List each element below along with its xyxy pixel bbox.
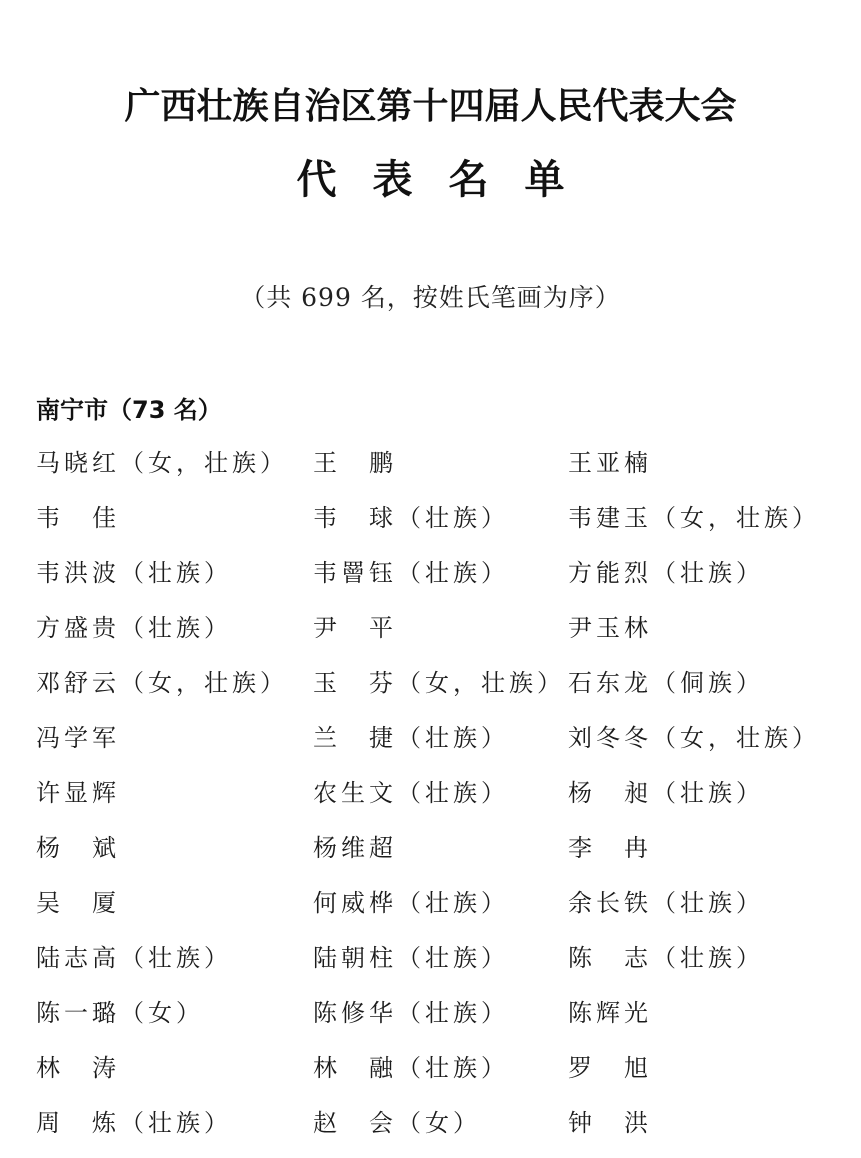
delegate-name: 许显辉	[36, 779, 120, 807]
delegate-name: 方能烈（壮族）	[568, 559, 764, 587]
delegate-name: 石东龙（侗族）	[568, 669, 764, 697]
document-subtitle: 代表名单	[296, 156, 601, 203]
delegate-name: 王亚楠	[568, 449, 652, 477]
delegate-name: 钟 洪	[568, 1109, 652, 1137]
delegate-name: 李 冉	[568, 834, 652, 862]
delegate-name: 何威桦（壮族）	[313, 889, 509, 917]
delegate-name: 兰 捷（壮族）	[313, 724, 509, 752]
delegate-name: 杨 斌	[36, 834, 120, 862]
delegate-name: 杨维超	[313, 834, 397, 862]
delegate-name: 余长铁（壮族）	[568, 889, 764, 917]
delegate-name: 林 涛	[36, 1054, 120, 1082]
delegate-roster	[36, 443, 836, 1158]
delegate-name: 王 鹏	[313, 449, 397, 477]
delegate-name: 韦 佳	[36, 504, 120, 532]
delegate-name: 杨 昶（壮族）	[568, 779, 764, 807]
delegate-name: 农生文（壮族）	[313, 779, 509, 807]
ordering-note: （共 699 名，按姓氏笔画为序）	[240, 283, 621, 312]
delegate-name: 尹玉林	[568, 614, 652, 642]
delegate-name: 赵 会（女）	[313, 1109, 481, 1137]
delegate-name: 刘冬冬（女，壮族）	[568, 724, 820, 752]
delegate-name: 陈 志（壮族）	[568, 944, 764, 972]
delegate-name: 陈辉光	[568, 999, 652, 1027]
delegate-name: 方盛贵（壮族）	[36, 614, 232, 642]
delegate-name: 尹 平	[313, 614, 397, 642]
delegate-name: 韦 球（壮族）	[313, 504, 509, 532]
delegate-name: 周 炼（壮族）	[36, 1109, 232, 1137]
delegate-name: 邓舒云（女，壮族）	[36, 669, 288, 697]
delegate-name: 马晓红（女，壮族）	[36, 449, 288, 477]
delegate-name: 冯学军	[36, 724, 120, 752]
document-title: 广西壮族自治区第十四届人民代表大会	[124, 85, 737, 127]
delegate-name: 陆朝柱（壮族）	[313, 944, 509, 972]
delegate-name: 吴 厦	[36, 889, 120, 917]
delegate-name: 罗 旭	[568, 1054, 652, 1082]
delegate-name: 林 融（壮族）	[313, 1054, 509, 1082]
delegate-name: 韦洪波（壮族）	[36, 559, 232, 587]
section-heading-nanning: 南宁市（73 名）	[36, 396, 222, 424]
delegate-name: 陈一璐（女）	[36, 999, 204, 1027]
delegate-name: 韦罾钰（壮族）	[313, 559, 509, 587]
delegate-name: 韦建玉（女，壮族）	[568, 504, 820, 532]
delegate-name: 陆志高（壮族）	[36, 944, 232, 972]
delegate-name: 陈修华（壮族）	[313, 999, 509, 1027]
delegate-name: 玉 芬（女，壮族）	[313, 669, 565, 697]
